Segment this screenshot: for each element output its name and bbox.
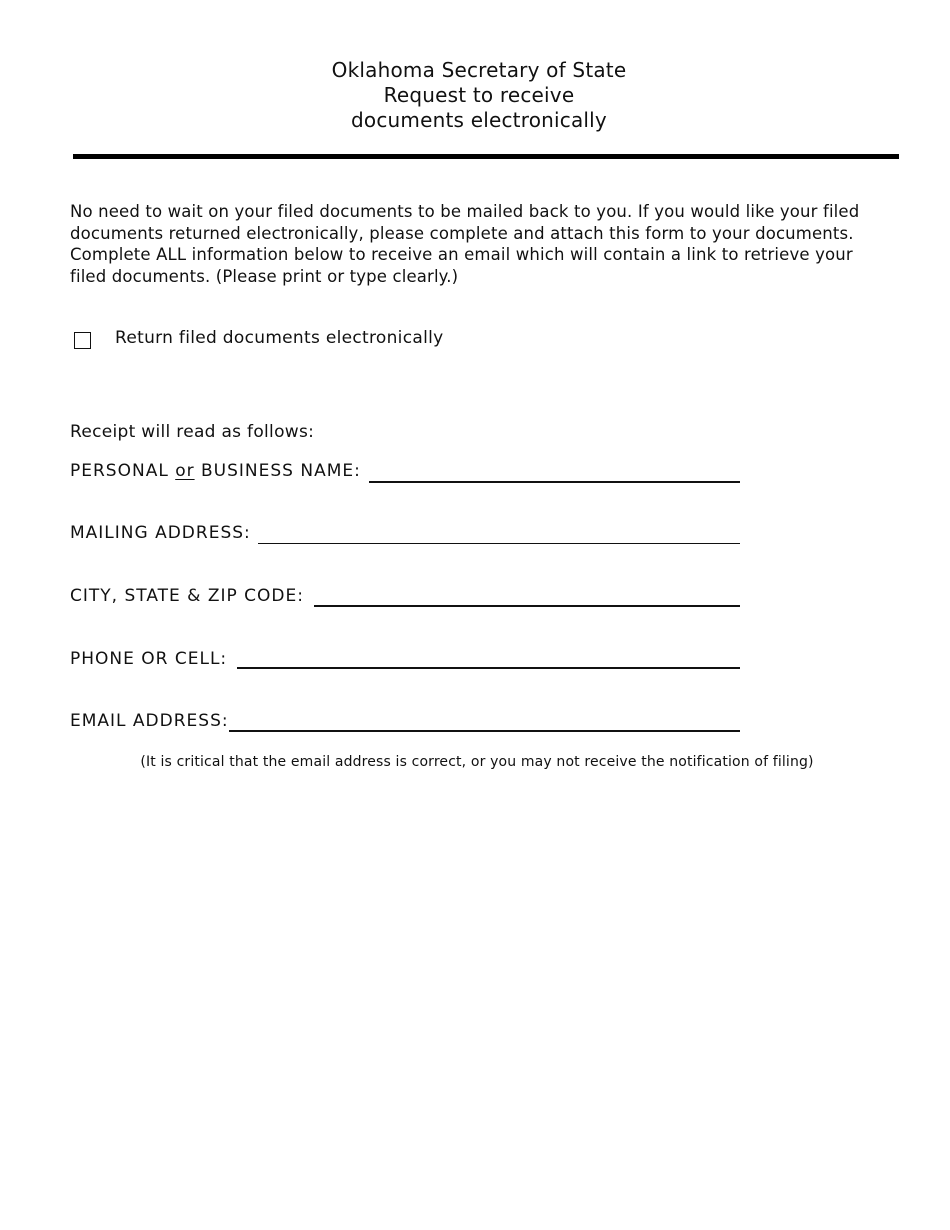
- form-header: [0, 58, 950, 133]
- return-electronically-checkbox[interactable]: [74, 332, 91, 349]
- intro-line: Complete ALL information below to receive an email which will contain a link to retrieve your: [70, 245, 853, 264]
- receipt-intro: Receipt will read as follows:: [70, 422, 315, 442]
- header-divider: [73, 154, 899, 159]
- mailing-address-field[interactable]: [258, 522, 740, 544]
- return-electronically-label: Return filed documents electronically: [115, 328, 444, 348]
- name-label-part1: PERSONAL: [70, 461, 176, 481]
- email-label: EMAIL ADDRESS:: [70, 711, 229, 731]
- intro-line: documents returned electronically, please complete and attach this form to your documents.: [70, 223, 854, 243]
- intro-paragraph: [70, 201, 910, 287]
- city-state-zip-field[interactable]: [314, 585, 740, 607]
- header-title: Request to receive: [383, 83, 575, 107]
- intro-line: filed documents. (Please print or type clearly.): [70, 266, 459, 286]
- name-label-part2: BUSINESS NAME:: [194, 461, 361, 481]
- email-warning-note: (It is critical that the email address is correct, or you may not receive the notification of filing): [140, 754, 814, 770]
- name-field[interactable]: [369, 461, 740, 483]
- email-field[interactable]: [229, 710, 740, 732]
- header-subtitle: documents electronically: [351, 108, 607, 132]
- name-label: [70, 460, 361, 482]
- phone-label: PHONE OR CELL:: [70, 649, 228, 669]
- city-state-zip-label: CITY, STATE & ZIP CODE:: [70, 586, 304, 606]
- intro-line: No need to wait on your filed documents to be mailed back to you. If you would like your filed: [70, 202, 860, 221]
- name-label-or: or: [175, 461, 195, 481]
- mailing-address-label: MAILING ADDRESS:: [70, 523, 251, 543]
- phone-field[interactable]: [237, 647, 740, 669]
- header-agency: Oklahoma Secretary of State: [331, 58, 627, 82]
